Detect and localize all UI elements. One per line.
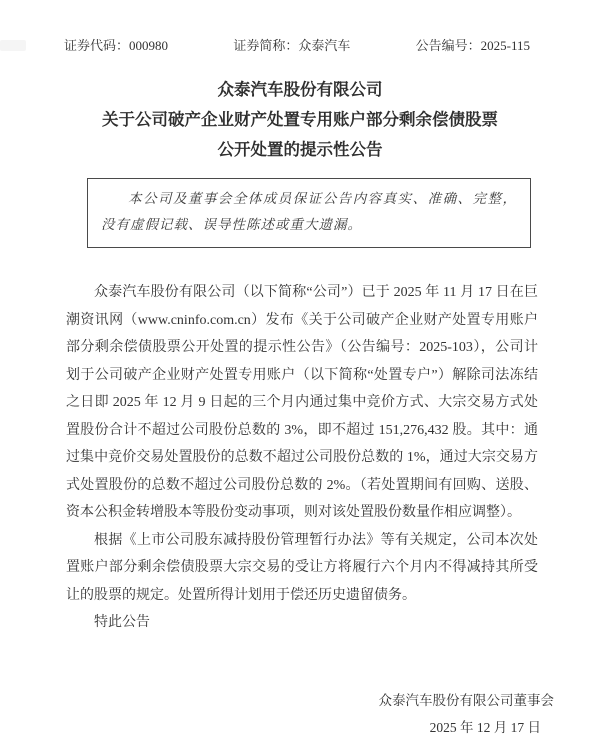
- body-paragraph-3: 特此公告: [94, 615, 150, 630]
- disclaimer-box: [87, 178, 531, 248]
- stock-name: 证券简称：众泰汽车: [233, 38, 351, 53]
- corner-smudge: [0, 40, 26, 51]
- announcement-document: [0, 38, 600, 751]
- body-paragraph-1: 众泰汽车股份有限公司（以下简称“公司”）已于 2025 年 11 月 17 日在巨潮资讯网（www.cninfo.com.cn）发布《关于公司破产企业财产处置专用账户部分剩余偿债股票公开处置的提示性公告》（公告编号：2025-103），公司计划于公司破产企业财产处置专用账户（以下简称“处置专户”）解除司法冻结之日即 2025 年 12 月 9 日起的三个月内通过集中竞价方式、大宗交易方式处置股份合计不超过公司股份总数的 3%，即不超过 151,276,432 股。其中：通过集中竞价交易处置股份的总数不超过公司股份总数的 1%，通过大宗交易方式处置股份的总数不超过公司股份总数的 2%。（若处置期间有回购、送股、资本公积金转增股本等股份变动事项，则对该处置股份数量作相应调整）。: [66, 285, 538, 520]
- signature-company: 众泰汽车股份有限公司董事会: [378, 692, 554, 708]
- signature-date: 2025 年 12 月 17 日: [429, 719, 541, 735]
- title-line-company: 众泰汽车股份有限公司: [217, 80, 383, 99]
- signature-block: [0, 687, 554, 741]
- disclaimer-text: 本公司及董事会全体成员保证公告内容真实、准确、完整，没有虚假记载、误导性陈述或重大遗漏。: [101, 191, 517, 232]
- document-header-row: [64, 38, 530, 53]
- document-body: [66, 279, 538, 637]
- stock-code: 证券代码：000980: [64, 38, 169, 53]
- title-line-subject: 关于公司破产企业财产处置专用账户部分剩余偿债股票: [102, 110, 498, 129]
- title-line-type: 公开处置的提示性公告: [217, 140, 383, 159]
- announcement-number: 公告编号：2025-115: [415, 38, 530, 53]
- body-paragraph-2: 根据《上市公司股东减持股份管理暂行办法》等有关规定，公司本次处置账户部分剩余偿债股票大宗交易的受让方将履行六个月内不得减持其所受让的股票的规定。处置所得计划用于偿还历史遗留债务。: [66, 532, 538, 603]
- document-title: [0, 75, 600, 165]
